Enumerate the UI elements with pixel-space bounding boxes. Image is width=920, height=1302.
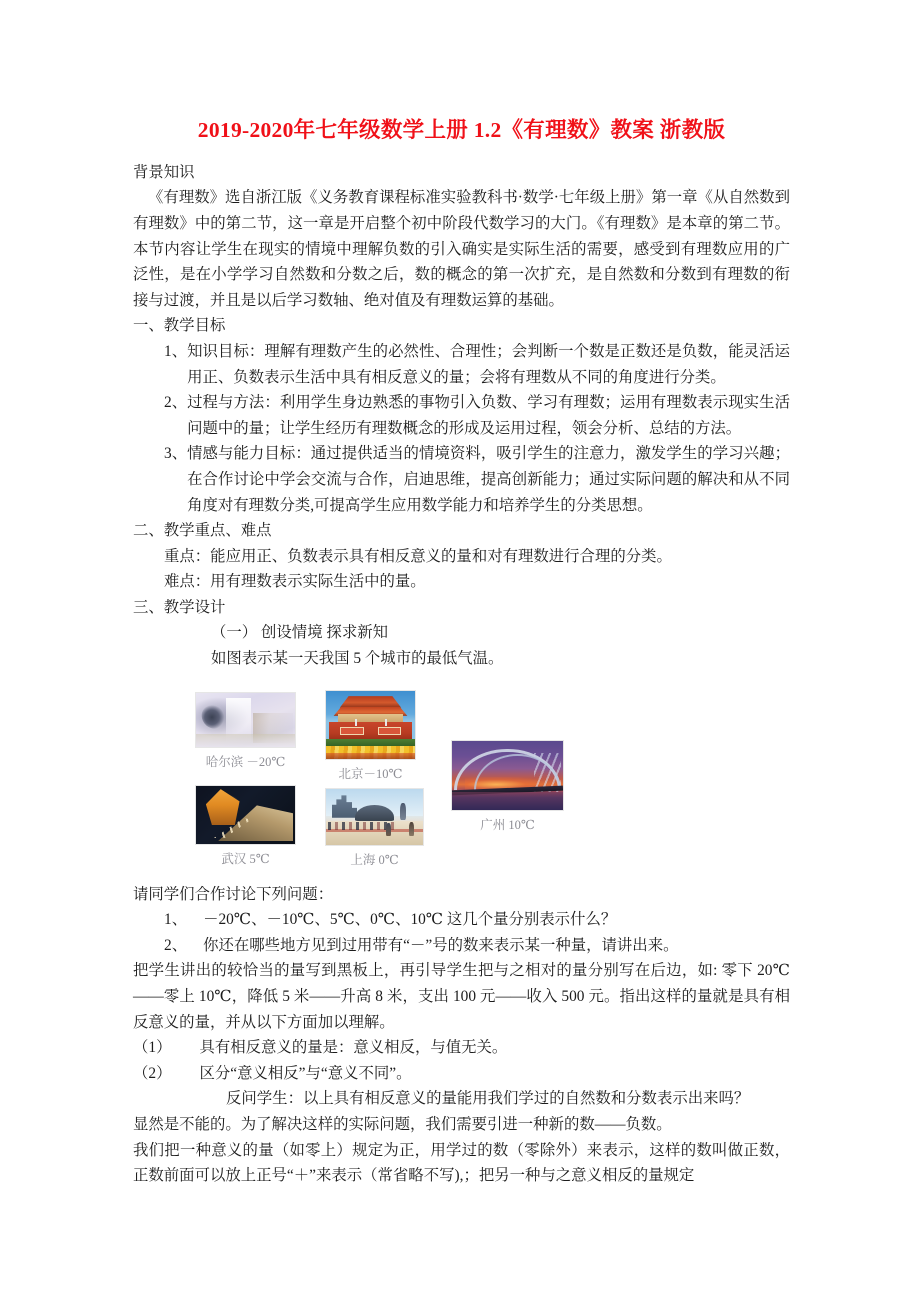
point-marker: （1） bbox=[133, 1039, 172, 1057]
pedestrian-shape bbox=[386, 823, 391, 835]
pedestrian-shape bbox=[400, 803, 406, 820]
city-photo-card-wuhan bbox=[195, 785, 296, 867]
point-marker: （2） bbox=[133, 1064, 172, 1082]
design-subheading: （一） 创设情境 探求新知 bbox=[211, 624, 388, 642]
discussion-question bbox=[133, 933, 790, 959]
guangzhou-caption: 广州 10℃ bbox=[480, 817, 535, 832]
objective-text: 过程与方法：利用学生身边熟悉的事物引入负数、学习有理数；运用有理数表示现实生活问题中的量；让学生经历有理数概念的形成及运用过程，领会分析、总结的方法。 bbox=[187, 394, 790, 437]
background-paragraph: 《有理数》选自浙江版《义务教育课程标准实验教科书·数学·七年级上册》第一章《从自然数到有理数》中的第二节，这一章是开启整个初中阶段代数学习的大门。《有理数》是本章的第二节。本节内容让学生在现实的情境中理解负数的引入确实是实际生活的需要，感受到有理数应用的广泛性，是在小学学习自然数和分数之后，数的概念的第一次扩充，是自然数和分数到有理数的衔接与过渡，并且是以后学习数轴、绝对值及有理数运算的基础。 bbox=[133, 189, 790, 309]
pedestrian-shape bbox=[409, 822, 414, 835]
point-text: 具有相反意义的量是：意义相反，与值无关。 bbox=[199, 1039, 508, 1057]
city-photo-card-guangzhou bbox=[451, 740, 564, 833]
objective-item bbox=[133, 441, 790, 518]
flowerbed-front-shape bbox=[326, 753, 415, 758]
objective-marker: 3、 bbox=[164, 445, 188, 463]
negative-number-paragraph: 显然是不能的。为了解决这样的实际问题，我们需要引进一种新的数——负数。 bbox=[133, 1116, 672, 1134]
discussion-point bbox=[133, 1061, 790, 1087]
design-heading: 三、教学设计 bbox=[133, 598, 226, 616]
board-paragraph: 把学生讲出的较恰当的量写到黑板上，再引导学生把与之相对的量分别写在后边，如: 零下 20℃——零上 10℃，降低 5 米——升高 8 米，支出 100 元——收入 500 元。指出这样的量就是具有相反意义的量，并从以下方面加以理解。 bbox=[133, 962, 790, 1031]
city-temperature-figure bbox=[133, 688, 793, 876]
objective-marker: 2、 bbox=[164, 394, 188, 412]
shanghai-photo bbox=[325, 788, 424, 846]
objective-marker: 1、 bbox=[164, 342, 188, 360]
objective-text: 情感与能力目标：通过提供适当的情境资料，吸引学生的注意力，激发学生的学习兴趣；在合作讨论中学会交流与合作，启迪思维，提高创新能力；通过实际问题的解决和从不同角度对有理数分类,可提高学生应用数学能力和培养学生的分类思想。 bbox=[187, 445, 790, 514]
discussion-lead: 请同学们合作讨论下列问题： bbox=[133, 885, 334, 903]
wuhan-caption: 武汉 5℃ bbox=[221, 851, 270, 866]
page-title: 2019-2020年七年级数学上册 1.2《有理数》教案 浙教版 bbox=[197, 118, 726, 142]
question-text: 你还在哪些地方见到过用带有“－”号的数来表示某一种量，请讲出来。 bbox=[203, 936, 679, 954]
gate-upper-roof-shape bbox=[334, 696, 407, 708]
keypoint-hard: 难点：用有理数表示实际生活中的量。 bbox=[164, 573, 426, 591]
keypoint-main: 重点：能应用正、负数表示具有相反意义的量和对有理数进行合理的分类。 bbox=[164, 547, 672, 565]
keypoints-heading: 二、教学重点、难点 bbox=[133, 522, 272, 540]
ice-sculpture-shape bbox=[199, 702, 226, 731]
dome-building-shape bbox=[355, 805, 394, 821]
city-photo-card-harbin bbox=[195, 692, 296, 770]
question-text: －20℃、－10℃、5℃、0℃、10℃ 这几个量分别表示什么？ bbox=[203, 911, 617, 929]
city-photo-card-beijing bbox=[325, 690, 416, 782]
shanghai-caption: 上海 0℃ bbox=[350, 852, 399, 867]
river-shape bbox=[452, 792, 563, 809]
gate-right-banner-shape bbox=[378, 727, 401, 734]
objectives-heading: 一、教学目标 bbox=[133, 317, 226, 335]
point-text: 区分“意义相反”与“意义不同”。 bbox=[199, 1064, 412, 1082]
discussion-point bbox=[133, 1035, 790, 1061]
flagpole-left-shape bbox=[355, 719, 357, 726]
objective-item bbox=[133, 390, 790, 441]
objective-text: 知识目标：理解有理数产生的必然性、合理性；会判断一个数是正数还是负数，能灵活运用正、负数表示生活中具有相反意义的量；会将有理数从不同的角度进行分类。 bbox=[187, 342, 790, 386]
harbin-caption: 哈尔滨 －20℃ bbox=[205, 754, 286, 769]
flagpole-right-shape bbox=[385, 719, 387, 726]
guangzhou-photo bbox=[451, 740, 564, 811]
snow-ground-shape bbox=[196, 734, 295, 747]
beijing-caption: 北京－10℃ bbox=[338, 766, 403, 781]
city-photo-card-shanghai bbox=[325, 788, 424, 868]
design-lead: 如图表示某一天我国 5 个城市的最低气温。 bbox=[211, 650, 504, 668]
discussion-question bbox=[133, 907, 790, 933]
harbin-photo bbox=[195, 692, 296, 748]
positive-number-paragraph: 我们把一种意义的量（如零上）规定为正，用学过的数（零除外）来表示，这样的数叫做正数，正数前面可以放上正号“＋”来表示（常省略不写),；把另一种与之意义相反的量规定 bbox=[133, 1141, 790, 1185]
background-heading: 背景知识 bbox=[133, 163, 195, 181]
question-marker: 1、 bbox=[164, 911, 188, 929]
wuhan-photo bbox=[195, 785, 296, 845]
ask-students-line: 反问学生：以上具有相反意义的量能用我们学过的自然数和分数表示出来吗？ bbox=[226, 1090, 750, 1108]
gate-left-banner-shape bbox=[340, 727, 363, 734]
objective-item bbox=[133, 339, 790, 390]
question-marker: 2、 bbox=[164, 936, 188, 954]
beijing-photo bbox=[325, 690, 416, 760]
